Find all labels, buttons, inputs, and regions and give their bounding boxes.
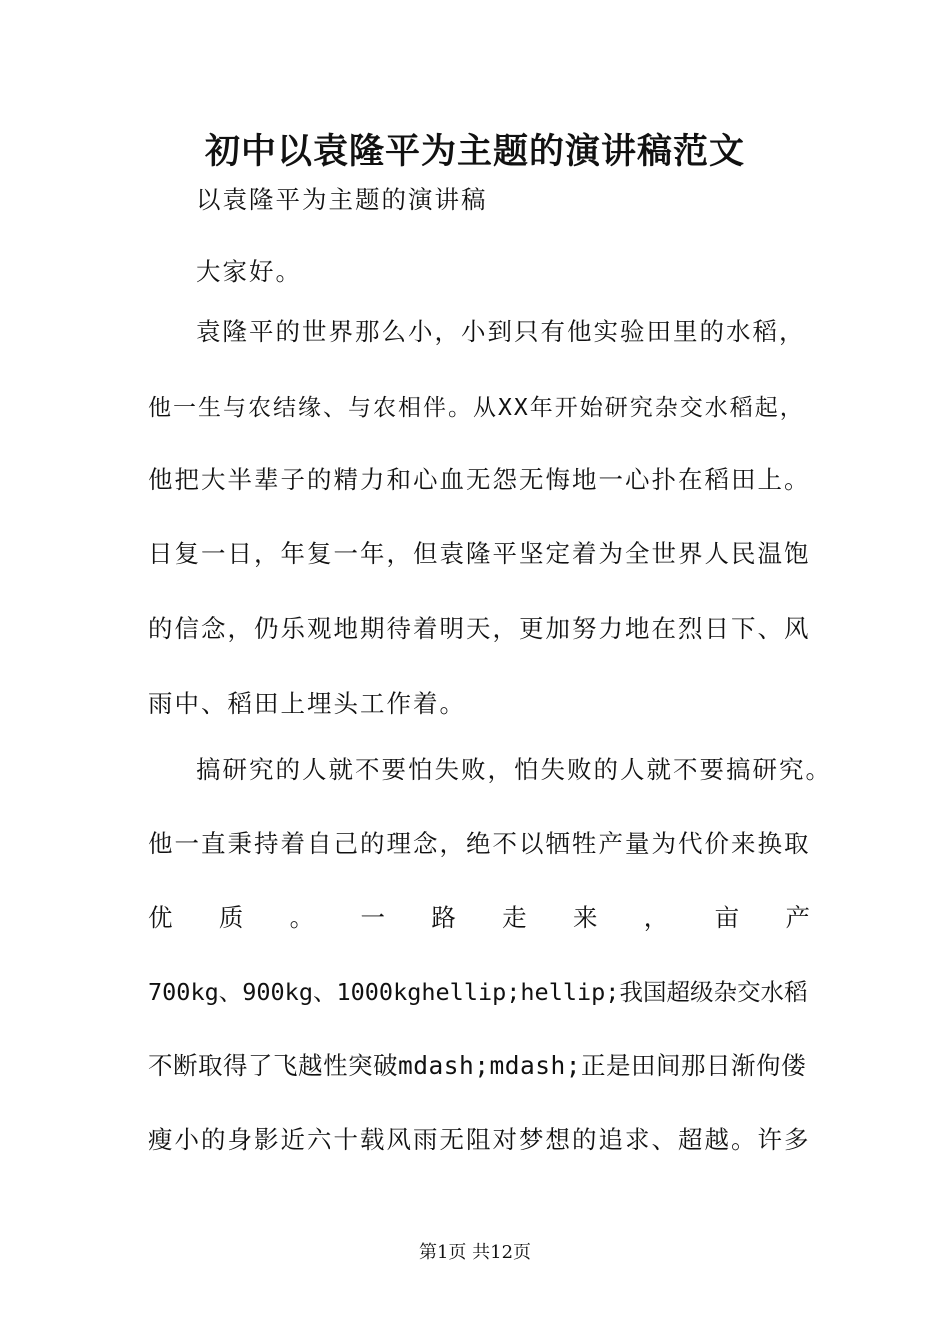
justified-char: ， <box>643 903 669 932</box>
paragraph-line: 不断取得了飞越性突破mdash;mdash;正是田间那日渐佝偻 <box>148 1051 807 1080</box>
document-title: 初中以袁隆平为主题的演讲稿范文 <box>204 131 745 172</box>
justified-char: 一 <box>360 903 385 932</box>
subtitle-line: 以袁隆平为主题的演讲稿 <box>196 185 488 214</box>
page-footer: 第1页 共12页 <box>418 1242 532 1263</box>
paragraph-line: 他把大半辈子的精力和心血无怨无悔地一心扑在稻田上。 <box>148 465 811 494</box>
justified-char: 路 <box>431 903 456 932</box>
justified-char: 来 <box>572 903 598 932</box>
paragraph-line: 搞研究的人就不要怕失败，怕失败的人就不要搞研究。 <box>196 755 832 784</box>
greeting-line: 大家好。 <box>196 257 302 286</box>
paragraph-line: 他一直秉持着自己的理念，绝不以牺牲产量为代价来换取 <box>148 829 811 858</box>
paragraph-line: 瘦小的身影近六十载风雨无阻对梦想的追求、超越。许多 <box>148 1125 811 1154</box>
paragraph-line: 日复一日，年复一年，但袁隆平坚定着为全世界人民温饱 <box>148 539 811 568</box>
justified-char: 质 <box>218 903 244 932</box>
justified-char: 亩 <box>714 903 740 932</box>
justified-line <box>148 900 810 936</box>
paragraph-line: 他一生与农结缘、与农相伴。从XX年开始研究杂交水稻起， <box>148 395 805 421</box>
justified-char: 优 <box>148 903 173 932</box>
justified-char: 走 <box>502 903 527 932</box>
justified-char: 。 <box>289 903 315 932</box>
paragraph-line: 700kg、900kg、1000kghellip;hellip;我国超级杂交水稻 <box>148 978 808 1006</box>
paragraph-line: 袁隆平的世界那么小，小到只有他实验田里的水稻， <box>196 317 806 346</box>
justified-char: 产 <box>785 903 810 932</box>
paragraph-line: 雨中、稻田上埋头工作着。 <box>148 689 466 718</box>
paragraph-line: 的信念，仍乐观地期待着明天，更加努力地在烈日下、风 <box>148 614 811 643</box>
